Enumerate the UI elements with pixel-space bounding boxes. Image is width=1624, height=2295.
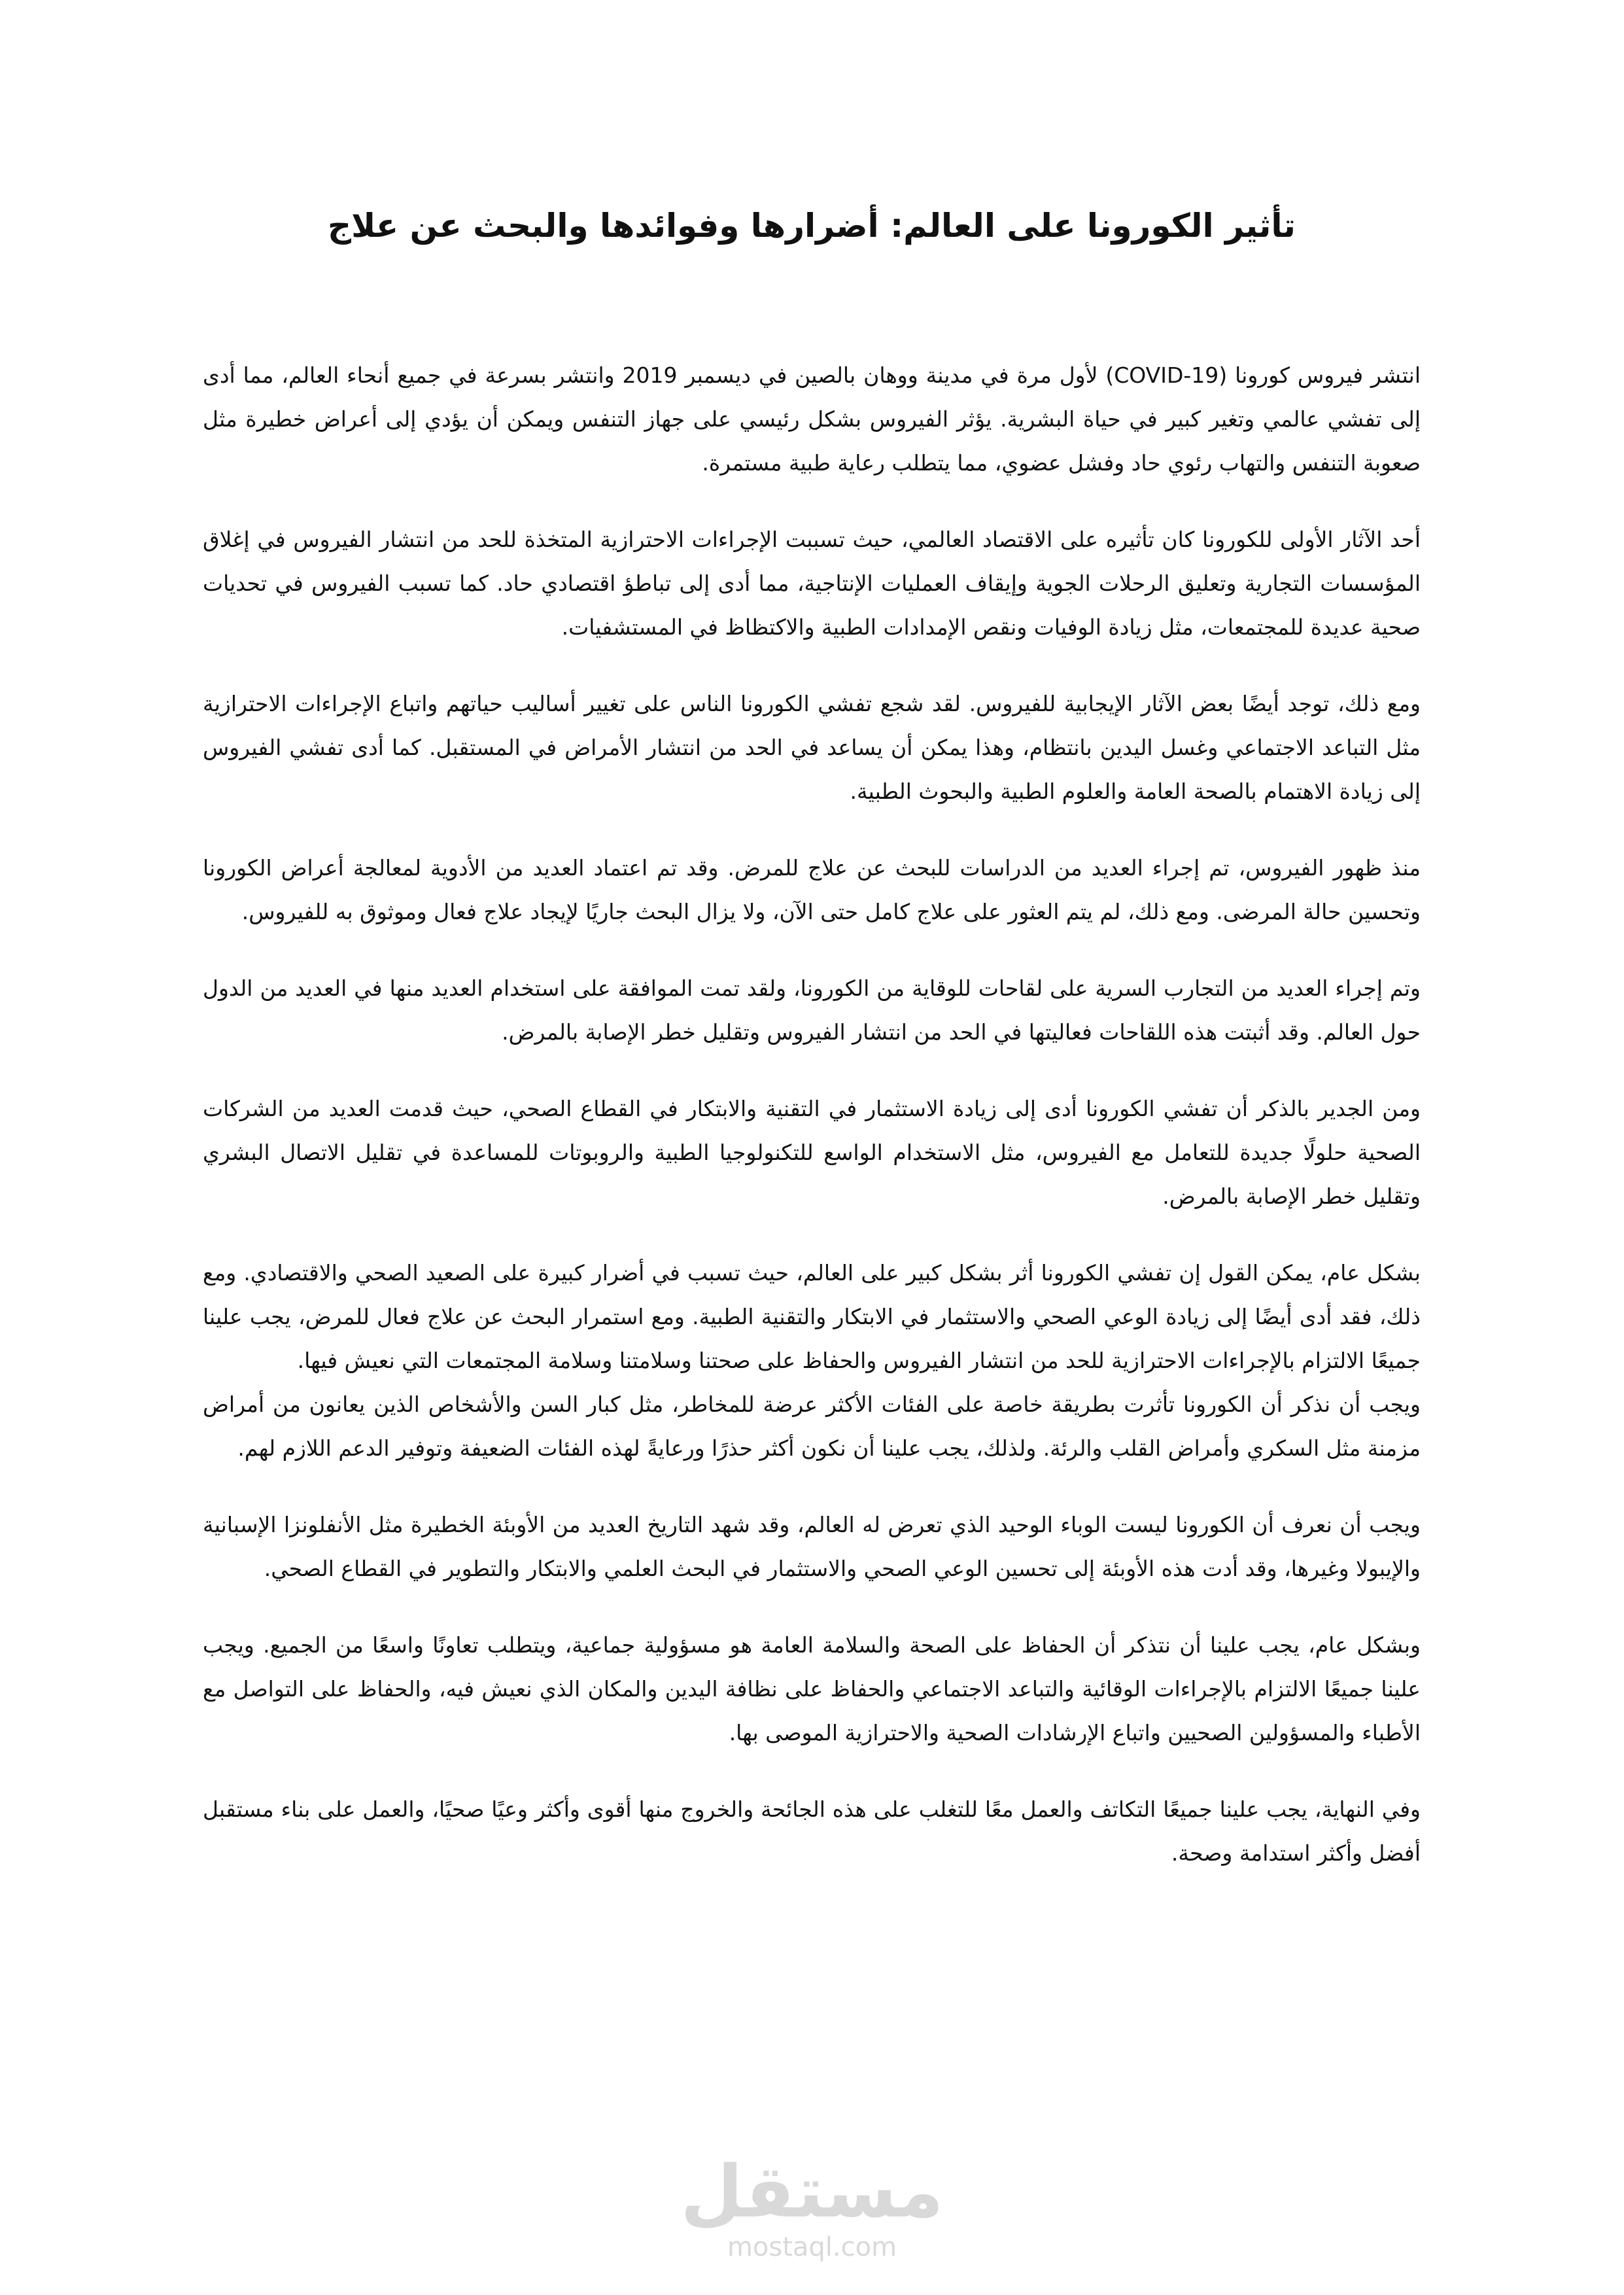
- paragraph: وتم إجراء العديد من التجارب السرية على لقاحات للوقاية من الكورونا، ولقد تمت الموافقة على استخدام العديد منها في العديد من الدول حول العالم. وقد أثبتت هذه اللقاحات فعاليتها في الحد من انتشار الفيروس وتقليل خطر الإصابة بالمرض.: [203, 975, 1421, 1045]
- document-page: [203, 196, 1421, 1908]
- paragraph: بشكل عام، يمكن القول إن تفشي الكورونا أثر بشكل كبير على العالم، حيث تسبب في أضرار كبيرة على الصعيد الصحي والاقتصادي. ومع ذلك، فقد أدى أيضًا إلى زيادة الوعي الصحي والاستثمار في الابتكار والتقنية الطبية. ومع استمرار البحث عن علاج فعال للمرض، يجب علينا جميعًا الالتزام بالإجراءات الاحترازية للحد من انتشار الفيروس والحفاظ على صحتنا وسلامتنا وسلامة المجتمعات التي نعيش فيها.: [203, 1260, 1421, 1373]
- document-title: تأثير الكورونا على العالم: أضرارها وفوائدها والبحث عن علاج: [328, 207, 1296, 245]
- logo-arabic: مستقل: [680, 2150, 944, 2234]
- paragraph: ويجب أن نعرف أن الكورونا ليست الوباء الوحيد الذي تعرض له العالم، وقد شهد التاريخ العديد من الأوبئة الخطيرة مثل الأنفلونزا الإسبانية والإيبولا وغيرها، وقد أدت هذه الأوبئة إلى تحسين الوعي الصحي والاستثمار في البحث العلمي والابتكار والتطوير في القطاع الصحي.: [203, 1512, 1421, 1581]
- paragraph: انتشر فيروس كورونا (COVID-19) لأول مرة في مدينة ووهان بالصين في ديسمبر 2019 وانتشر بسرعة في جميع أنحاء العالم، مما أدى إلى تفشي عالمي وتغير كبير في حياة البشرية. يؤثر الفيروس بشكل رئيسي على جهاز التنفس ويمكن أن يؤدي إلى أعراض خطيرة مثل صعوبة التنفس والتهاب رئوي حاد وفشل عضوي، مما يتطلب رعاية طبية مستمرة.: [203, 362, 1421, 476]
- paragraph: ومع ذلك، توجد أيضًا بعض الآثار الإيجابية للفيروس. لقد شجع تفشي الكورونا الناس على تغيير أساليب حياتهم واتباع الإجراءات الاحترازية مثل التباعد الاجتماعي وغسل اليدين بانتظام، وهذا يمكن أن يساعد في الحد من انتشار الأمراض في المستقبل. كما أدى تفشي الفيروس إلى زيادة الاهتمام بالصحة العامة والعلوم الطبية والبحوث الطبية.: [203, 691, 1421, 804]
- paragraph: وفي النهاية، يجب علينا جميعًا التكاتف والعمل معًا للتغلب على هذه الجائحة والخروج منها أقوى وأكثر وعيًا صحيًا، والعمل على بناء مستقبل أفضل وأكثر استدامة وصحة.: [203, 1796, 1421, 1866]
- paragraph: ومن الجدير بالذكر أن تفشي الكورونا أدى إلى زيادة الاستثمار في التقنية والابتكار في القطاع الصحي، حيث قدمت العديد من الشركات الصحية حلولًا جديدة للتعامل مع الفيروس، مثل الاستخدام الواسع للتكنولوجيا الطبية والروبوتات للمساعدة في تقليل الاتصال البشري وتقليل خطر الإصابة بالمرض.: [203, 1096, 1421, 1209]
- paragraph: ويجب أن نذكر أن الكورونا تأثرت بطريقة خاصة على الفئات الأكثر عرضة للمخاطر، مثل كبار السن والأشخاص الذين يعانون من أمراض مزمنة مثل السكري وأمراض القلب والرئة. ولذلك، يجب علينا أن نكون أكثر حذرًا ورعايةً لهذه الفئات الضعيفة وتوفير الدعم اللازم لهم.: [203, 1392, 1421, 1461]
- logo-latin: mostaql.com: [727, 2232, 897, 2262]
- paragraph: منذ ظهور الفيروس، تم إجراء العديد من الدراسات للبحث عن علاج للمرض. وقد تم اعتماد العديد من الأدوية لمعالجة أعراض الكورونا وتحسين حالة المرضى. ومع ذلك، لم يتم العثور على علاج كامل حتى الآن، ولا يزال البحث جاريًا لإيجاد علاج فعال وموثوق به للفيروس.: [203, 855, 1421, 924]
- paragraph: أحد الآثار الأولى للكورونا كان تأثيره على الاقتصاد العالمي، حيث تسببت الإجراءات الاحترازية المتخذة للحد من انتشار الفيروس في إغلاق المؤسسات التجارية وتعليق الرحلات الجوية وإيقاف العمليات الإنتاجية، مما أدى إلى تباطؤ اقتصادي حاد. كما تسبب الفيروس في تحديات صحية عديدة للمجتمعات، مثل زيادة الوفيات ونقص الإمدادات الطبية والاكتظاظ في المستشفيات.: [203, 527, 1421, 640]
- mostaql-watermark-logo: [0, 2152, 1624, 2264]
- paragraph: وبشكل عام، يجب علينا أن نتذكر أن الحفاظ على الصحة والسلامة العامة هو مسؤولية جماعية، ويتطلب تعاونًا واسعًا من الجميع. ويجب علينا جميعًا الالتزام بالإجراءات الوقائية والتباعد الاجتماعي والحفاظ على نظافة اليدين والمكان الذي نعيش فيه، والحفاظ على التواصل مع الأطباء والمسؤولين الصحيين واتباع الإرشادات الصحية والاحترازية الموصى بها.: [203, 1632, 1421, 1745]
